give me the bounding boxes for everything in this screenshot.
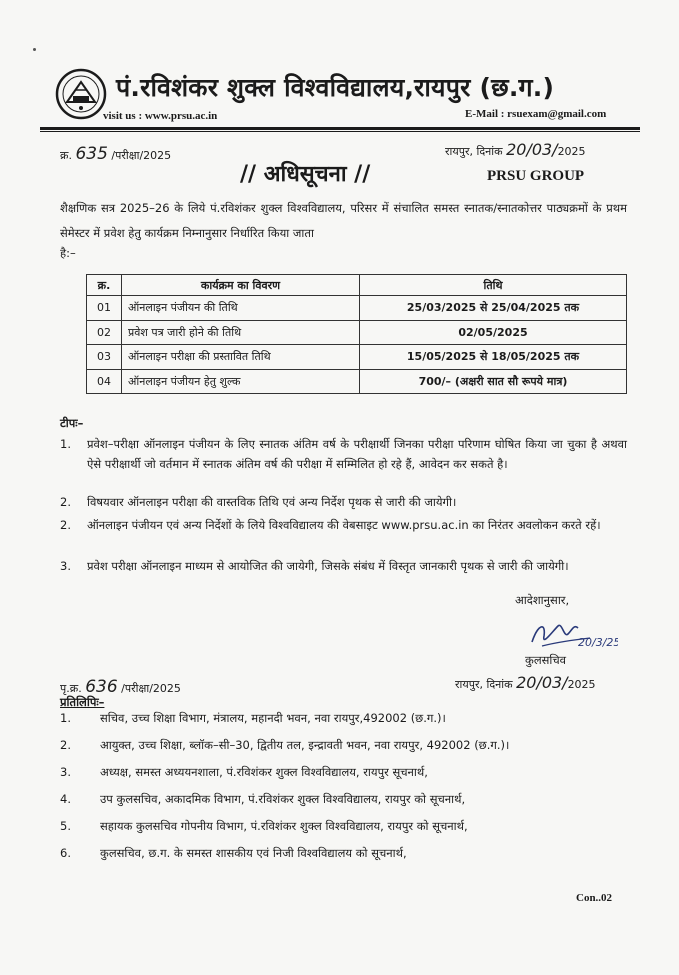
date-year: 2025: [557, 145, 586, 158]
scan-speck: [33, 48, 36, 51]
copy-date-handwritten: 20/03/: [516, 673, 568, 692]
copy-text: कुलसचिव, छ.ग. के समस्त शासकीय एवं निजी विश्वविद्यालय को सूचनार्थ,: [100, 846, 407, 860]
watermark-label: PRSU GROUP: [487, 168, 585, 184]
copy-number: 4.: [60, 792, 71, 806]
table-header: क्र.: [87, 275, 122, 296]
copy-date-year: 2025: [567, 678, 596, 691]
table-cell-desc: ऑनलाइन परीक्षा की प्रस्तावित तिथि: [122, 345, 360, 370]
table-cell-date: 25/03/2025 से 25/04/2025 तक: [360, 296, 627, 321]
signature-date: 20/3/25: [578, 636, 618, 649]
table-row: [87, 296, 627, 321]
table-header-row: [87, 275, 627, 296]
copy-text: सहायक कुलसचिव गोपनीय विभाग, पं.रविशंकर शुक्ल विश्वविद्यालय, रायपुर को सूचनार्थ,: [100, 819, 468, 833]
registrar-designation: कुलसचिव: [525, 653, 567, 667]
schedule-table: [86, 274, 627, 394]
copies-heading: प्रतिलिपिः–: [60, 695, 105, 709]
university-name: पं.रविशंकर शुक्ल विश्वविद्यालय,रायपुर (छ.ग.): [116, 73, 555, 102]
continuation-marker: Con..02: [576, 892, 613, 904]
note-text: प्रवेश परीक्षा ऑनलाइन माध्यम से आयोजित की जायेगी, जिसके संबंध में विस्तृत जानकारी पृथक से जारी की जायेगी।: [87, 559, 569, 573]
copy-text: सचिव, उच्च शिक्षा विभाग, मंत्रालय, महानदी भवन, नवा रायपुर,492002 (छ.ग.)।: [100, 711, 446, 725]
table-row: [87, 345, 627, 370]
notice-date: [445, 140, 586, 159]
table-cell-date: 02/05/2025: [360, 320, 627, 345]
note-number: 1.: [60, 437, 71, 451]
note-number: 3.: [60, 559, 71, 573]
table-row: [87, 369, 627, 394]
ref-number: 635: [75, 144, 108, 164]
notice-title: // अधिसूचना //: [240, 162, 371, 187]
intro-last-line: है:–: [60, 246, 76, 260]
university-logo-icon: [55, 68, 107, 120]
note-number: 2.: [60, 495, 71, 509]
date-prefix: रायपुर, दिनांक: [445, 145, 503, 158]
copy-number: 1.: [60, 711, 71, 725]
table-header: तिथि: [360, 275, 627, 296]
website-link[interactable]: visit us : www.prsu.ac.in: [103, 110, 218, 122]
copy-ref-prefix: पृ.क्र.: [60, 682, 82, 695]
copy-number: 6.: [60, 846, 71, 860]
table-cell-desc: ऑनलाइन पंजीयन हेतु शुल्क: [122, 369, 360, 394]
copy-text: उप कुलसचिव, अकादमिक विभाग, पं.रविशंकर शुक्ल विश्वविद्यालय, रायपुर को सूचनार्थ,: [100, 792, 466, 806]
email-address[interactable]: E-Mail : rsuexam@gmail.com: [465, 108, 607, 120]
copy-text: अध्यक्ष, समस्त अध्ययनशाला, पं.रविशंकर शुक्ल विश्वविद्यालय, रायपुर सूचनार्थ,: [100, 765, 428, 779]
ref-suffix: /परीक्षा/2025: [111, 149, 172, 162]
copy-number: 2.: [60, 738, 71, 752]
date-handwritten: 20/03/: [506, 140, 558, 159]
table-row: [87, 320, 627, 345]
copy-ref-suffix: /परीक्षा/2025: [121, 682, 181, 695]
note-text: विषयवार ऑनलाइन परीक्षा की वास्तविक तिथि एवं अन्य निर्देश पृथक से जारी की जायेगी।: [87, 495, 457, 509]
table-cell-sn: 03: [87, 345, 122, 370]
copy-number: 5.: [60, 819, 71, 833]
header-rule: [40, 127, 640, 130]
table-cell-sn: 02: [87, 320, 122, 345]
copy-text: आयुक्त, उच्च शिक्षा, ब्लॉक–सी–30, द्वितीय तल, इन्द्रावती भवन, नवा रायपुर, 492002 (छ.ग.)।: [100, 738, 510, 752]
notice-reference: [60, 144, 171, 164]
copy-ref-number: 636: [85, 677, 118, 697]
order-text: आदेशानुसार,: [515, 593, 570, 607]
intro-paragraph: शैक्षणिक सत्र 2025–26 के लिये पं.रविशंकर शुक्ल विश्वविद्यालय, परिसर में संचालित समस्त स्नातक/स्नातकोत्तर पाठ्यक्रमों के प्रथम सेमेस्टर में प्रवेश हेतु कार्यक्रम निम्नानुसार निर्धारित किया जाता: [60, 201, 627, 240]
table-cell-desc: प्रवेश पत्र जारी होने की तिथि: [122, 320, 360, 345]
note-number: 2.: [60, 518, 71, 532]
table-cell-sn: 01: [87, 296, 122, 321]
table-cell-date: 700/– (अक्षरी सात सौ रूपये मात्र): [360, 369, 627, 394]
table-cell-desc: ऑनलाइन पंजीयन की तिथि: [122, 296, 360, 321]
table-cell-date: 15/05/2025 से 18/05/2025 तक: [360, 345, 627, 370]
notes-heading: टीपः–: [60, 416, 84, 430]
copy-reference: [60, 677, 181, 697]
table-cell-sn: 04: [87, 369, 122, 394]
ref-prefix: क्र.: [60, 149, 72, 162]
note-text: ऑनलाइन पंजीयन एवं अन्य निर्देशों के लिये विश्वविद्यालय की वेबसाइट www.prsu.ac.in का निरंतर अवलोकन करते रहें।: [87, 518, 601, 532]
table-header: कार्यक्रम का विवरण: [122, 275, 360, 296]
header-rule-thin: [40, 131, 640, 132]
copy-date-prefix: रायपुर, दिनांक: [455, 678, 513, 691]
copy-date: [455, 673, 596, 692]
copy-number: 3.: [60, 765, 71, 779]
note-text: प्रवेश–परीक्षा ऑनलाइन पंजीयन के लिए स्नातक अंतिम वर्ष के परीक्षार्थी जिनका परीक्षा परिणाम घोषित किया जा चुका है अथवा ऐसे परीक्षार्थी जो वर्तमान में स्नातक अंतिम वर्ष की परीक्षा में सम्मिलित हो रहे हैं, आवेदन कर सकते है।: [87, 437, 627, 471]
